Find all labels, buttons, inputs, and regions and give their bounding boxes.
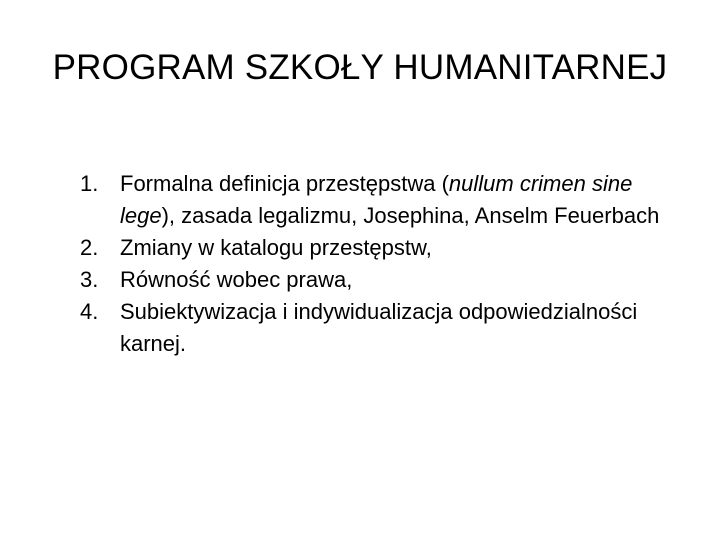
list-item xyxy=(80,232,680,264)
list-item-text xyxy=(120,235,432,260)
text-segment: ), zasada legalizmu, Josephina, Anselm Feuerbach xyxy=(161,203,660,228)
list-item-text xyxy=(120,171,659,228)
list-item xyxy=(80,264,680,296)
text-segment: Formalna definicja przestępstwa ( xyxy=(120,171,449,196)
slide-title: PROGRAM SZKOŁY HUMANITARNEJ xyxy=(52,48,668,87)
numbered-list xyxy=(80,168,680,360)
list-item-text xyxy=(120,267,352,292)
text-segment: Subiektywizacja i indywidualizacja odpowiedzialności karnej. xyxy=(120,299,638,356)
list-item xyxy=(80,168,680,232)
text-segment: Zmiany w katalogu przestępstw, xyxy=(120,235,432,260)
list-item-number: 3. xyxy=(80,267,99,292)
list-item-number: 4. xyxy=(80,299,99,324)
list-item-text xyxy=(120,299,637,356)
list-item-number: 1. xyxy=(80,171,99,196)
list-item xyxy=(80,296,680,360)
list-item-number: 2. xyxy=(80,235,99,260)
text-segment: Równość wobec prawa, xyxy=(120,267,353,292)
italic-text-segment: nullum crimen sine lege xyxy=(120,171,633,228)
